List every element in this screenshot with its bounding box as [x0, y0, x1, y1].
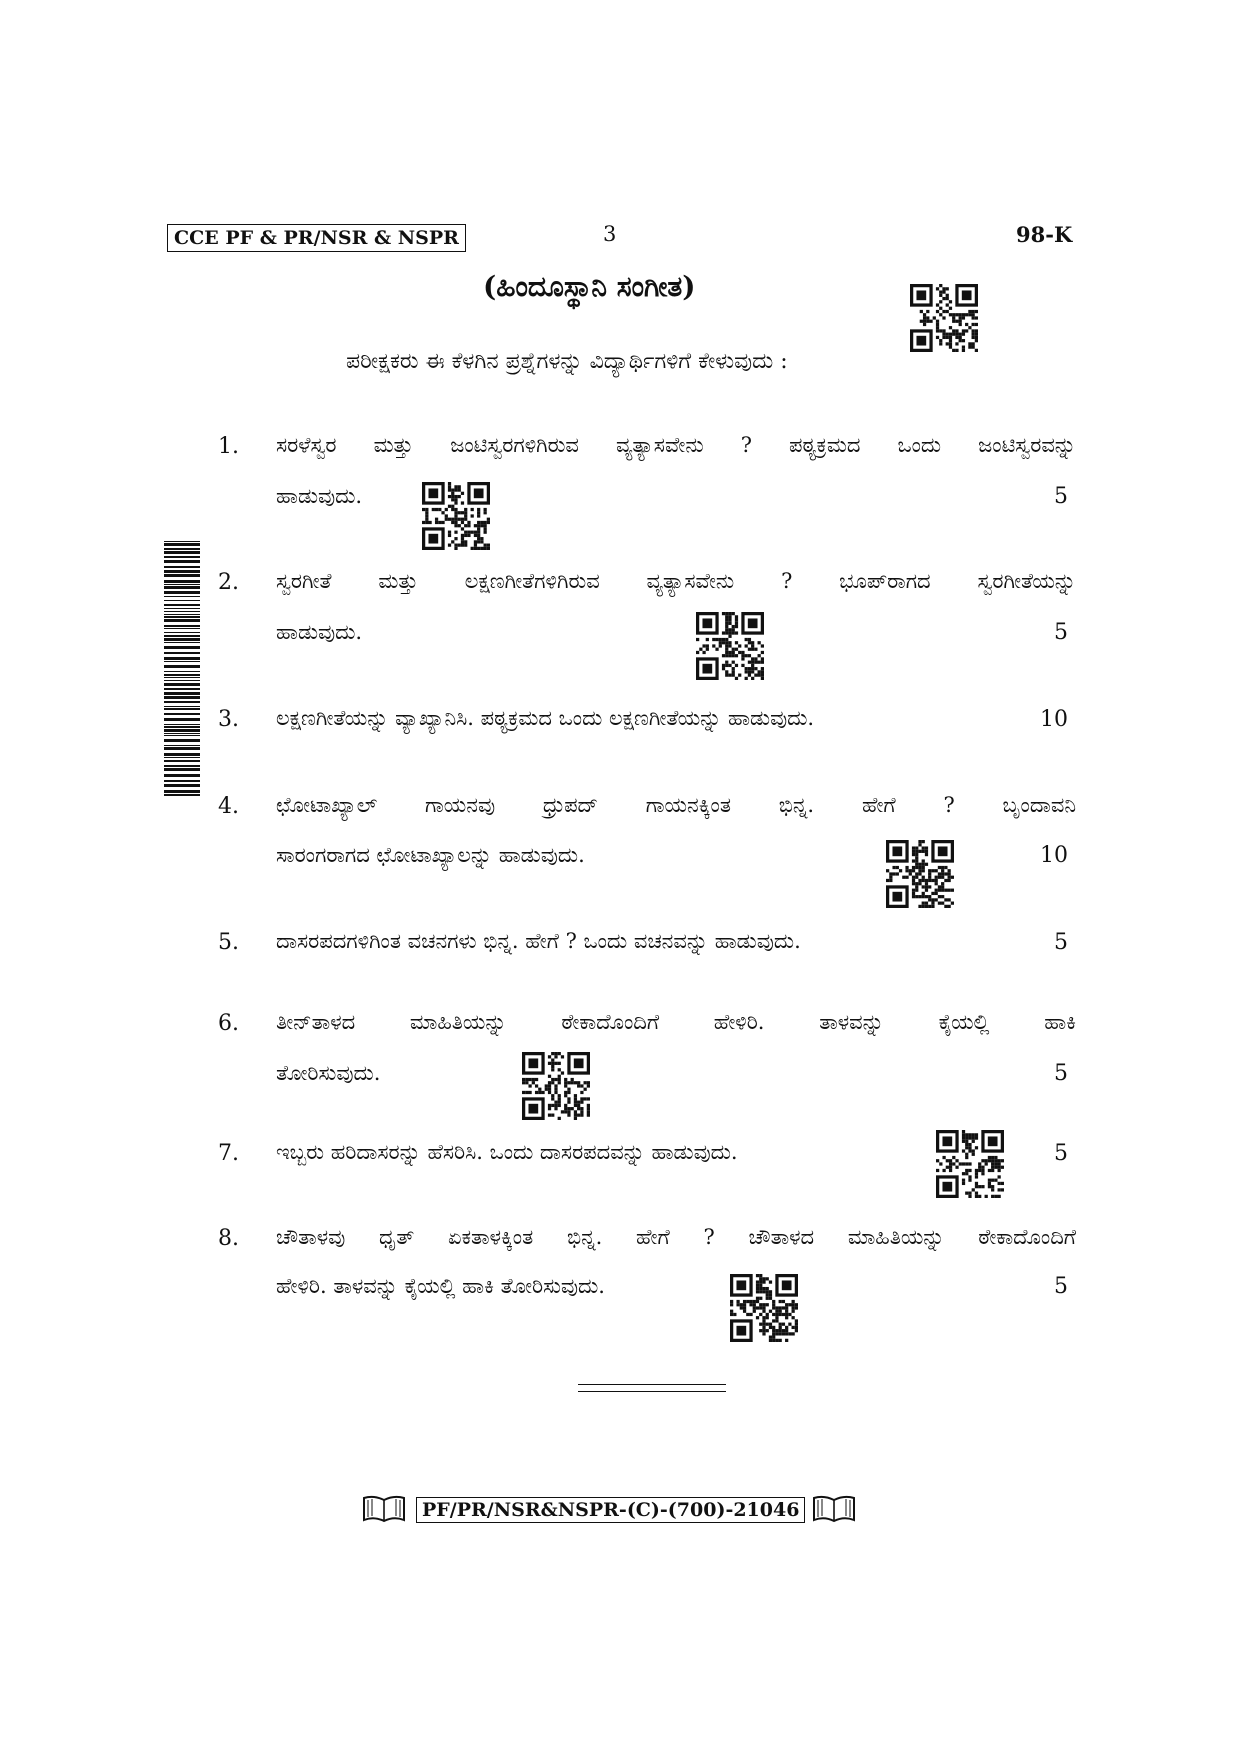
page-number: 3	[603, 222, 617, 246]
question-text: ಲಕ್ಷಣಗೀತೆಯನ್ನು ವ್ಯಾಖ್ಯಾನಿಸಿ. ಪಠ್ಯಕ್ರಮದ ಒಂದು ಲಕ್ಷಣಗೀತೆಯನ್ನು ಹಾಡುವುದು.	[276, 706, 815, 730]
qr-code-icon	[936, 1130, 1004, 1198]
question-text-cont: ಸಾರಂಗರಾಗದ ಛೋಟಾಖ್ಯಾಲನ್ನು ಹಾಡುವುದು.	[276, 843, 585, 867]
footer-code: PF/PR/NSR&NSPR-(C)-(700)-21046	[416, 1497, 805, 1523]
barcode-icon	[164, 541, 200, 797]
question-text: ಛೋಟಾಖ್ಯಾಲ್ ಗಾಯನವು ಧ್ರುಪದ್ ಗಾಯನಕ್ಕಿಂತ ಭಿನ್ನ. ಹೇಗೆ ? ಬೃಂದಾವನಿ	[276, 793, 1076, 817]
qr-code-icon	[696, 612, 764, 680]
question-text: ಸ್ವರಗೀತೆ ಮತ್ತು ಲಕ್ಷಣಗೀತೆಗಳಿಗಿರುವ ವ್ಯತ್ಯಾಸವೇನು ? ಭೂಪ್‌ರಾಗದ ಸ್ವರಗೀತೆಯನ್ನು	[276, 569, 1076, 593]
question-text-cont: ಹಾಡುವುದು.	[276, 484, 363, 508]
question-number: 6.	[218, 1011, 239, 1036]
end-of-questions-rule	[578, 1384, 726, 1392]
question-number: 8.	[218, 1226, 239, 1251]
question-marks: 5	[1054, 1141, 1068, 1166]
qr-code-icon	[910, 284, 978, 352]
question-text: ಚೌತಾಳವು ಧೃತ್ ಏಕತಾಳಕ್ಕಿಂತ ಭಿನ್ನ. ಹೇಗೆ ? ಚೌತಾಳದ ಮಾಹಿತಿಯನ್ನು ಠೇಕಾದೊಂದಿಗೆ	[276, 1225, 1076, 1249]
qr-code-icon	[422, 482, 490, 550]
question-number: 4.	[218, 794, 239, 819]
question-marks: 5	[1054, 930, 1068, 955]
question-number: 3.	[218, 707, 239, 732]
exam-code: CCE PF & PR/NSR & NSPR	[167, 224, 466, 252]
question-text-cont: ತೋರಿಸುವುದು.	[276, 1061, 381, 1085]
qr-code-icon	[886, 840, 954, 908]
question-marks: 5	[1054, 484, 1068, 509]
question-number: 5.	[218, 930, 239, 955]
question-marks: 5	[1054, 1061, 1068, 1086]
question-text: ತೀನ್‌ತಾಳದ ಮಾಹಿತಿಯನ್ನು ಠೇಕಾದೊಂದಿಗೆ ಹೇಳಿರಿ. ತಾಳವನ್ನು ಕೈಯಲ್ಲಿ ಹಾಕಿ	[276, 1010, 1076, 1034]
question-text-cont: ಹೇಳಿರಿ. ತಾಳವನ್ನು ಕೈಯಲ್ಲಿ ಹಾಕಿ ತೋರಿಸುವುದು.	[276, 1274, 605, 1298]
question-marks: 10	[1040, 707, 1068, 732]
subject-title: (ಹಿಂದೂಸ್ಥಾನಿ ಸಂಗೀತ)	[483, 270, 696, 303]
paper-code: 98-K	[1016, 222, 1073, 247]
qr-code-icon	[522, 1052, 590, 1120]
question-text-cont: ಹಾಡುವುದು.	[276, 620, 363, 644]
instruction-text: ಪರೀಕ್ಷಕರು ಈ ಕೆಳಗಿನ ಪ್ರಶ್ನೆಗಳನ್ನು ವಿದ್ಯಾರ್ಥಿಗಳಿಗೆ ಕೇಳುವುದು :	[346, 349, 788, 374]
question-text: ಇಬ್ಬರು ಹರಿದಾಸರನ್ನು ಹೆಸರಿಸಿ. ಒಂದು ದಾಸರಪದವನ್ನು ಹಾಡುವುದು.	[276, 1140, 738, 1164]
question-text: ಸರಳೆಸ್ವರ ಮತ್ತು ಜಂಟಿಸ್ವರಗಳಿಗಿರುವ ವ್ಯತ್ಯಾಸವೇನು ? ಪಠ್ಯಕ್ರಮದ ಒಂದು ಜಂಟಿಸ್ವರವನ್ನು	[276, 433, 1076, 457]
open-book-icon	[362, 1494, 406, 1524]
question-number: 7.	[218, 1141, 239, 1166]
qr-code-icon	[730, 1274, 798, 1342]
question-marks: 10	[1040, 843, 1068, 868]
question-text: ದಾಸರಪದಗಳಿಗಿಂತ ವಚನಗಳು ಭಿನ್ನ. ಹೇಗೆ ? ಒಂದು ವಚನವನ್ನು ಹಾಡುವುದು.	[276, 929, 801, 953]
question-number: 2.	[218, 570, 239, 595]
open-book-icon	[812, 1494, 856, 1524]
question-marks: 5	[1054, 1274, 1068, 1299]
question-number: 1.	[218, 434, 239, 459]
question-marks: 5	[1054, 620, 1068, 645]
